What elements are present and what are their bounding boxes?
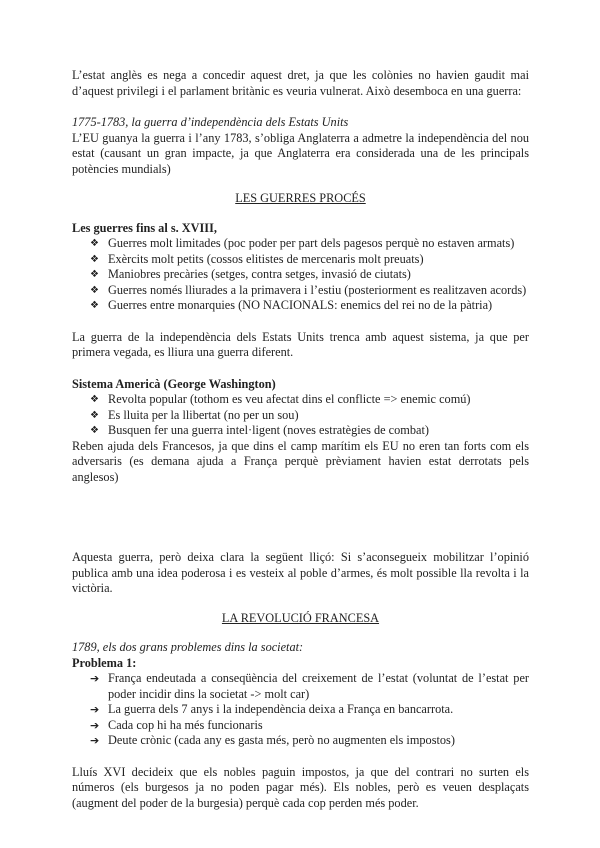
heading-revolucio-francesa: LA REVOLUCIÓ FRANCESA (221, 610, 380, 625)
list-item: ➔ Cada cop hi ha més funcionaris (90, 717, 263, 732)
document-page (72, 68, 529, 811)
list-item: ❖ Es lluita per la llibertat (no per un sou) (90, 407, 299, 422)
list-item: ❖ Guerres només lliurades a la primavera i l’estiu (posteriorment es realitzaven acords) (90, 282, 527, 297)
list-item: ➔ Deute crònic (cada any es gasta més, però no augmenten els impostos) (90, 733, 455, 747)
arrow-bullet-icon: ➔ (90, 672, 100, 685)
arrow-bullet-icon: ➔ (90, 734, 100, 747)
diamond-bullet-icon: ❖ (90, 300, 99, 311)
problemes-title: 1789, els dos grans problemes dins la societat: (72, 640, 304, 654)
diamond-bullet-icon: ❖ (90, 284, 99, 296)
list-item: ❖ Revolta popular (tothom es veu afectat dins el conflicte => enemic comú) (90, 392, 471, 406)
paragraph-independencia: La guerra de la independència dels Estats Units trenca amb aquest sistema, ja que per primera vegada, es lliura una guerra diferent. (72, 329, 529, 359)
paragraph-lluis: Lluís XVI decideix que els nobles paguin impostos, ja que del contrari no surten els números (els burgesos ja no poden pagar més). Els nobles, però es veuen desplaçats (augment del poder de la burgesia) perquè cada cop perden més poder. (72, 764, 529, 810)
paragraph-reben: Reben ajuda dels Francesos, ja que dins el camp marítim els EU no eren tan forts com els adversaris (es demana ajuda a França perquè prèviament havien estat derrotats pels anglesos) (72, 438, 529, 484)
diamond-bullet-icon: ❖ (90, 238, 99, 249)
heading-guerres-proces: LES GUERRES PROCÉS (235, 191, 366, 205)
arrow-bullet-icon: ➔ (90, 718, 100, 732)
diamond-bullet-icon: ❖ (90, 253, 99, 265)
paragraph-lliço: Aquesta guerra, però deixa clara la següent lliçó: Si s’aconsegueix mobilitzar l’opinió publica amb una idea poderosa i es vesteix al poble d’armes, és molt possible lla revolta i la victòria. (72, 550, 529, 595)
paragraph-eu: L’EU guanya la guerra i l’any 1783, s’obliga Anglaterra a admetre la independència del nou estat (causant un gran impacte, ja que Anglaterra era considerada una de les principals potències mundials) (72, 130, 529, 176)
list-item: ❖ Busquen fer una guerra intel·ligent (noves estratègies de combat) (90, 423, 429, 437)
list-item: ❖ Exèrcits molt petits (cossos elitistes de mercenaris molt preuats) (90, 251, 424, 266)
list-item: ❖ Guerres entre monarquies (NO NACIONALS: enemics del rei no de la pàtria) (90, 298, 493, 312)
problema1-list (72, 671, 529, 749)
list-item: ➔ La guerra dels 7 anys i la independència deixa a França en bancarrota. (90, 702, 454, 716)
diamond-bullet-icon: ❖ (90, 269, 99, 280)
guerres-title: Les guerres fins al s. XVIII, (72, 220, 217, 235)
war-title: 1775-1783, la guerra d’independència dels Estats Units (72, 115, 349, 129)
diamond-bullet-icon: ❖ (90, 409, 99, 421)
sistema-list (72, 392, 529, 439)
list-item: ❖ Maniobres precàries (setges, contra setges, invasió de ciutats) (90, 267, 411, 281)
paragraph-intro: L’estat anglès es nega a concedir aquest dret, ja que les colònies no havien gaudit mai d’aquest privilegi i el parlament britànic es veuria vulnerat. Això desemboca en una guerra: (72, 68, 529, 98)
diamond-bullet-icon: ❖ (90, 425, 99, 436)
sistema-title: Sistema Americà (George Washington) (72, 376, 276, 391)
list-item: ❖ Guerres molt limitades (poc poder per part dels pagesos perquè no estaven armats) (90, 236, 515, 250)
arrow-bullet-icon: ➔ (90, 703, 100, 716)
diamond-bullet-icon: ❖ (90, 394, 99, 405)
list-item: ➔ França endeutada a conseqüència del creixement de l’estat (voluntat de l’estat per poder incidir dins la societat -> molt car) (90, 671, 529, 701)
guerres-list (72, 236, 529, 314)
problema1-title: Problema 1: (72, 655, 137, 670)
